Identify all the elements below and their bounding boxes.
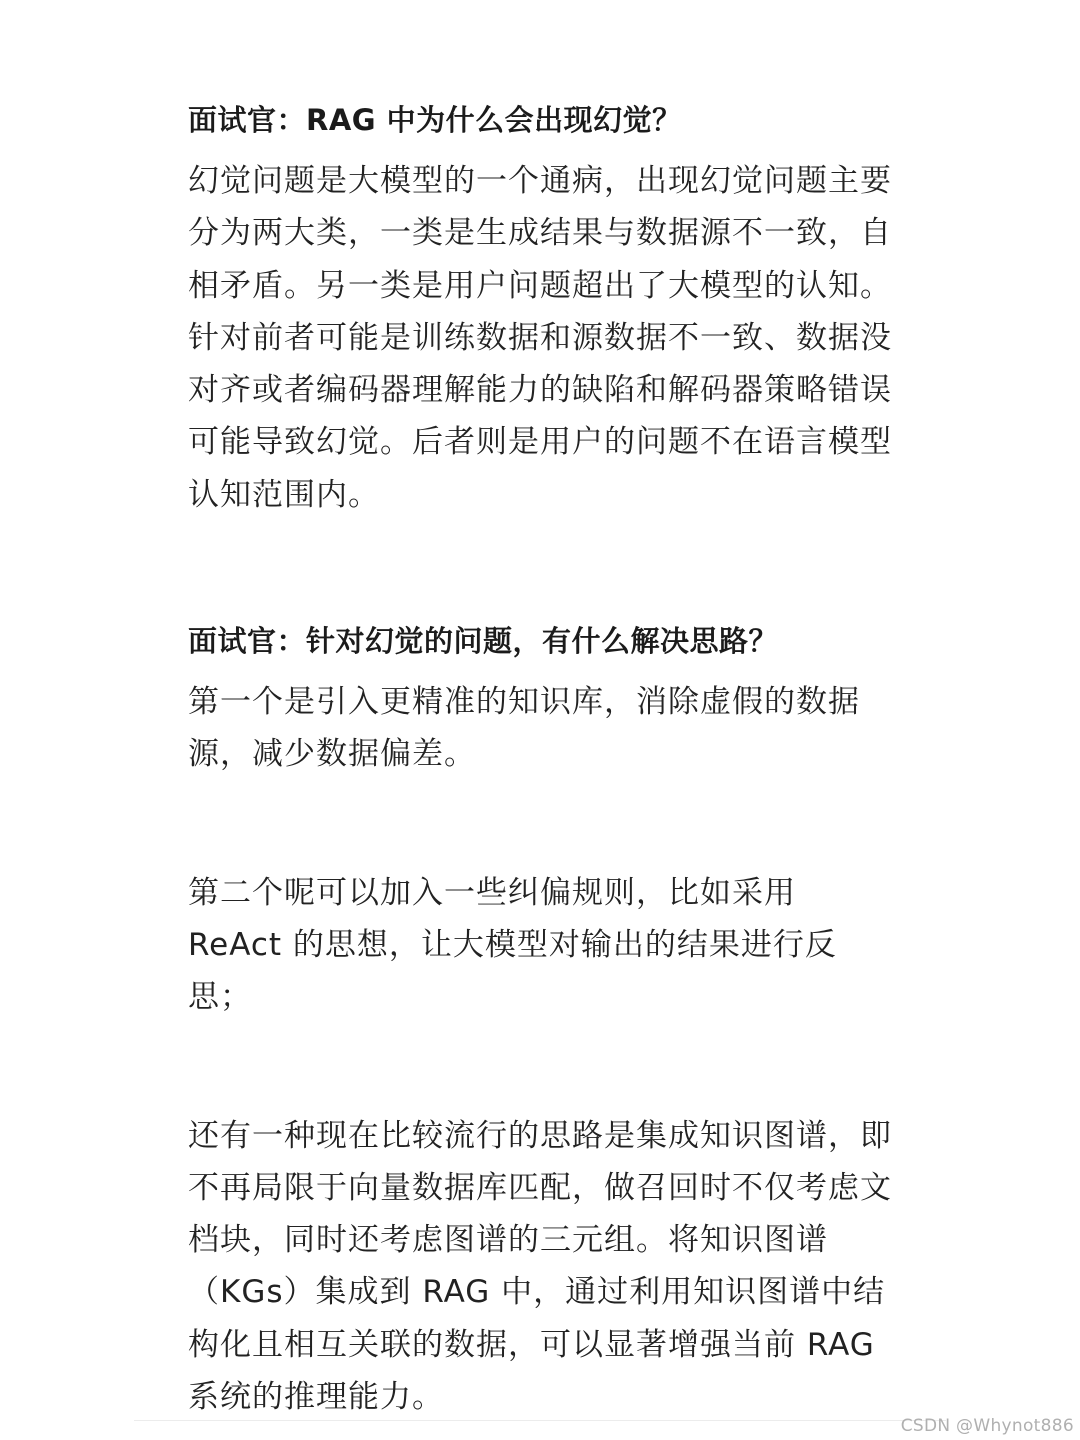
answer-paragraph-hallucination-cause: 幻觉问题是大模型的一个通病，出现幻觉问题主要分为两大类，一类是生成结果与数据源不一致，自相矛盾。另一类是用户问题超出了大模型的认知。针对前者可能是训练数据和源数据不一致、数据没对齐或者编码器理解能力的缺陷和解码器策略错误可能导致幻觉。后者则是用户的问题不在语言模型认知范围内。 bbox=[188, 163, 892, 513]
bottom-divider bbox=[134, 1420, 946, 1421]
answer-paragraph-solution-knowledge-base: 第一个是引入更精准的知识库，消除虚假的数据源，减少数据偏差。 bbox=[188, 684, 860, 773]
question-heading-hallucination-solutions: 面试官：针对幻觉的问题，有什么解决思路？ bbox=[188, 624, 779, 659]
article bbox=[188, 92, 893, 1423]
question-heading-hallucination-cause: 面试官：RAG 中为什么会出现幻觉？ bbox=[188, 103, 682, 137]
answer-paragraph-solution-knowledge-graph: 还有一种现在比较流行的思路是集成知识图谱，即不再局限于向量数据库匹配，做召回时不仅考虑文档块，同时还考虑图谱的三元组。将知识图谱（KGs）集成到 RAG 中，通过利用知识图谱中结构化且相互关联的数据，可以显著增强当前 RAG 系统的推理能力。 bbox=[188, 1117, 892, 1416]
csdn-watermark: CSDN @Whynot886 bbox=[900, 1416, 1074, 1436]
answer-paragraph-solution-react: 第二个呢可以加入一些纠偏规则，比如采用 ReAct 的思想，让大模型对输出的结果进行反思； bbox=[188, 874, 837, 1016]
